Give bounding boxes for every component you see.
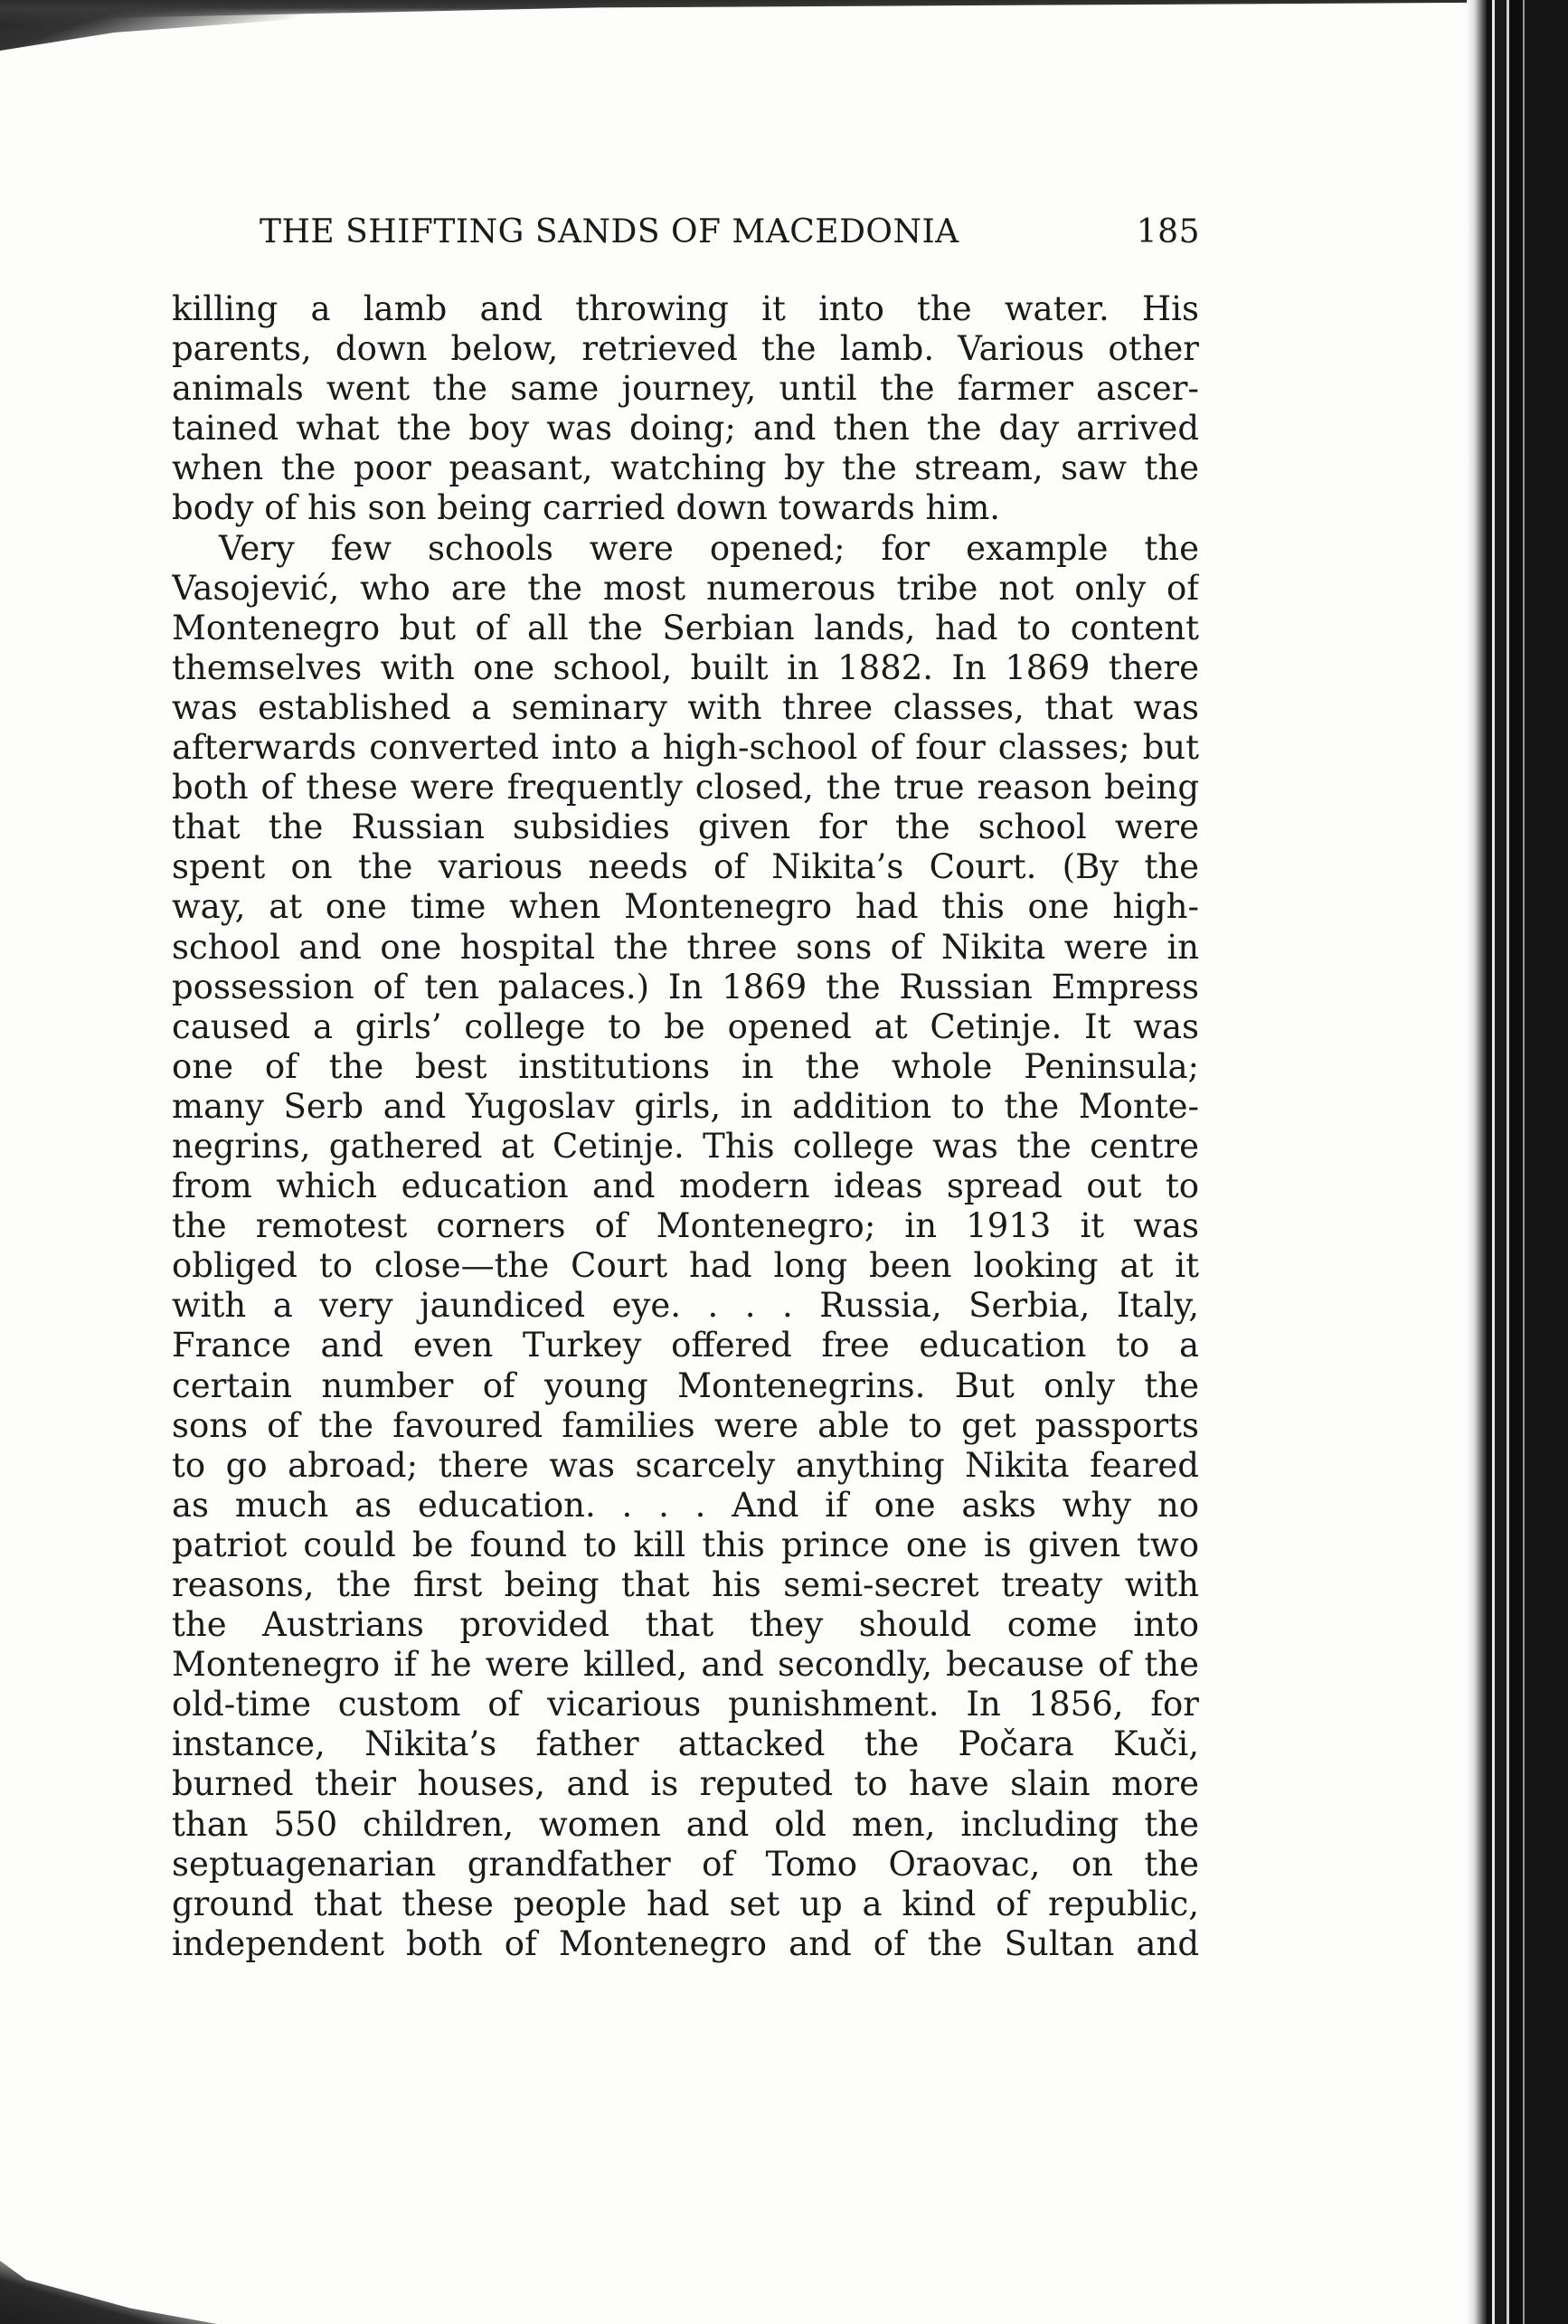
text-line: Vasojević, who are the most numerous tribe not only of <box>172 568 1199 608</box>
text-line: animals went the same journey, until the farmer ascer- <box>172 369 1199 409</box>
text-line: spent on the various needs of Nikita’s Court. (By the <box>172 847 1199 887</box>
text-line: killing a lamb and throwing it into the water. His <box>172 289 1199 328</box>
text-line: one of the best institutions in the whole Peninsula; <box>172 1046 1199 1086</box>
text-line: the Austrians provided that they should come into <box>172 1605 1199 1645</box>
book-spine-edge <box>1487 0 1568 2324</box>
text-line: as much as education. . . . And if one asks why no <box>172 1485 1199 1525</box>
text-line: themselves with one school, built in 1882. In 1869 there <box>172 647 1199 687</box>
text-line: Very few schools were opened; for example the <box>219 528 1199 568</box>
text-line: when the poor peasant, watching by the stream, saw the <box>172 449 1199 488</box>
text-line: both of these were frequently closed, the true reason being <box>172 768 1199 808</box>
text-line: the remotest corners of Montenegro; in 1913 it was <box>172 1206 1199 1246</box>
text-line: from which education and modern ideas spread out to <box>172 1167 1199 1206</box>
text-line: caused a girls’ college to be opened at Cetinje. It was <box>172 1006 1199 1046</box>
text-line: reasons, the first being that his semi-secret treaty with <box>172 1565 1199 1604</box>
text-line: school and one hospital the three sons of Nikita were in <box>172 927 1199 967</box>
running-header <box>260 213 1200 257</box>
text-line: Montenegro if he were killed, and secondly, because of the <box>172 1645 1199 1685</box>
text-line: way, at one time when Montenegro had this one high- <box>172 887 1199 927</box>
body-text <box>172 289 1199 1964</box>
text-line: France and even Turkey offered free education to a <box>172 1326 1199 1365</box>
text-line: body of his son being carried down towards him. <box>172 488 1001 528</box>
text-line: than 550 children, women and old men, including the <box>172 1804 1199 1844</box>
text-line: parents, down below, retrieved the lamb. Various other <box>172 329 1199 369</box>
page-gutter-shadow <box>1467 0 1487 2324</box>
text-line: independent both of Montenegro and of the Sultan and <box>172 1923 1199 1963</box>
page-number: 185 <box>1136 213 1200 250</box>
text-line: that the Russian subsidies given for the school were <box>172 808 1199 847</box>
text-line: obliged to close—the Court had long been looking at it <box>172 1246 1199 1286</box>
text-line: old-time custom of vicarious punishment. In 1856, for <box>172 1685 1199 1724</box>
text-line: septuagenarian grandfather of Tomo Oraovac, on the <box>172 1844 1199 1884</box>
text-line: tained what the boy was doing; and then the day arrived <box>172 409 1199 449</box>
text-line: negrins, gathered at Cetinje. This college was the centre <box>172 1126 1199 1166</box>
text-line: with a very jaundiced eye. . . . Russia, Serbia, Italy, <box>172 1286 1199 1326</box>
text-line: sons of the favoured families were able to get passports <box>172 1405 1199 1445</box>
text-line: afterwards converted into a high-school of four classes; but <box>172 728 1199 768</box>
text-line: was established a seminary with three classes, that was <box>172 687 1199 727</box>
text-line: many Serb and Yugoslav girls, in addition to the Monte- <box>172 1086 1199 1126</box>
text-line: possession of ten palaces.) In 1869 the Russian Empress <box>172 967 1199 1006</box>
running-title: THE SHIFTING SANDS OF MACEDONIA <box>260 213 959 250</box>
text-line: certain number of young Montenegrins. But only the <box>172 1365 1199 1405</box>
scan-shadow-bottom-left <box>0 2261 217 2324</box>
text-line: patriot could be found to kill this prince one is given two <box>172 1525 1199 1564</box>
text-line: instance, Nikita’s father attacked the Počara Kuči, <box>172 1724 1199 1764</box>
text-line: Montenegro but of all the Serbian lands, had to content <box>172 608 1199 647</box>
text-line: to go abroad; there was scarcely anything Nikita feared <box>172 1445 1199 1485</box>
text-line: ground that these people had set up a kind of republic, <box>172 1884 1199 1923</box>
text-line: burned their houses, and is reputed to have slain more <box>172 1764 1199 1804</box>
